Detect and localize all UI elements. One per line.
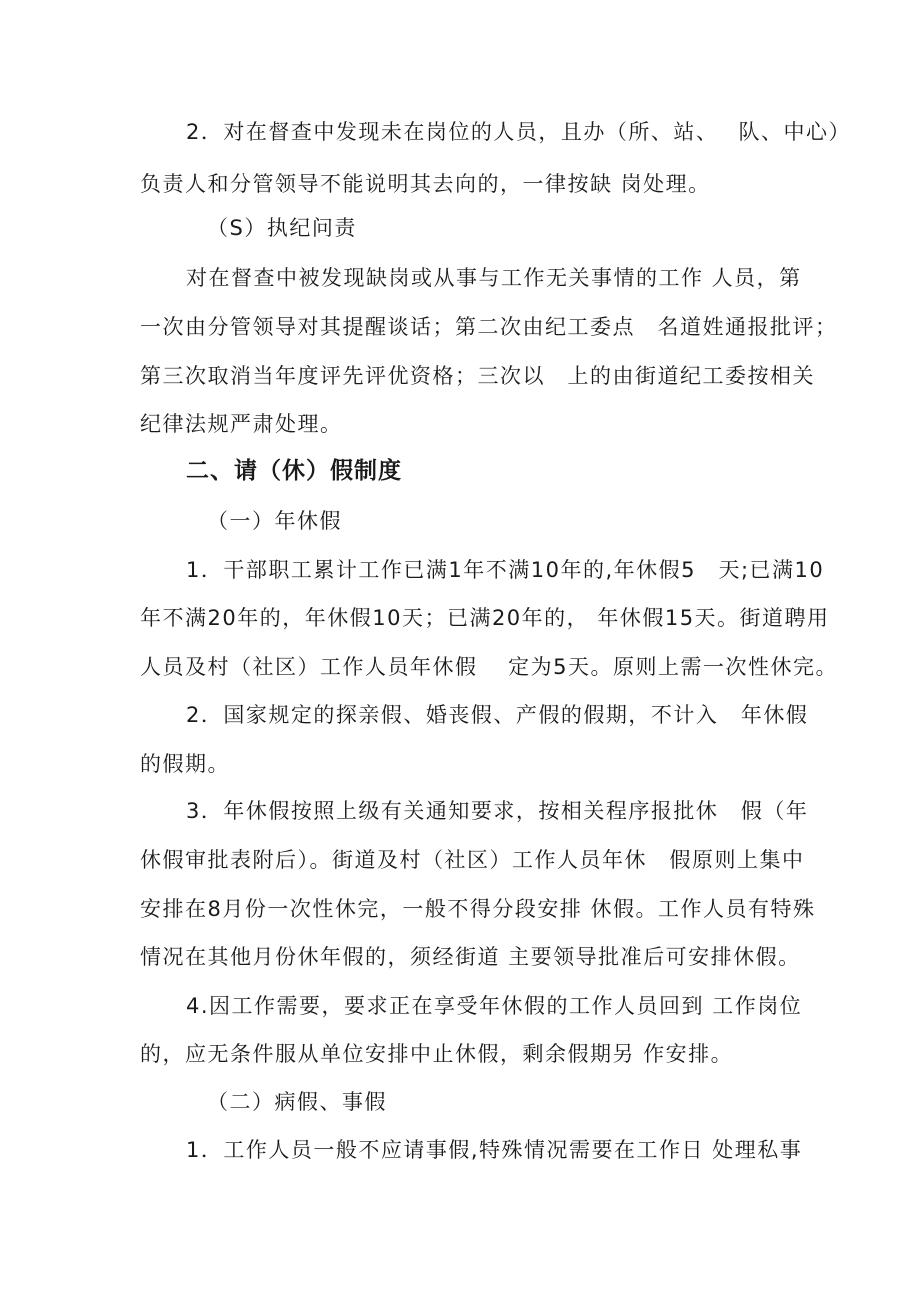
paragraph-line: 负责人和分管领导不能说明其去向的，一律按缺 岗处理。 <box>140 172 711 196</box>
paragraph-line: 情况在其他月份休年假的，须经街道 主要领导批准后可安排休假。 <box>140 945 801 969</box>
paragraph-line: 对在督查中被发现缺岗或从事与工作无关事情的工作 人员，第 <box>186 266 802 290</box>
paragraph-line: 1．干部职工累计工作已满1年不满10年的,年休假5 天;已满10 <box>186 558 825 582</box>
paragraph-line: 的，应无条件服从单位安排中止休假，剩余假期另 作安排。 <box>140 1042 734 1066</box>
paragraph-line: 3．年休假按照上级有关通知要求，按相关程序报批休 假（年 <box>186 799 809 823</box>
paragraph-line: 2．对在督查中发现未在岗位的人员，且办（所、站、 队、中心） <box>186 120 852 144</box>
paragraph-line: 年不满20年的，年休假10天；已满20年的， 年休假15天。街道聘用 <box>140 606 830 630</box>
paragraph-line: 的假期。 <box>140 752 230 776</box>
paragraph-line: 安排在8月份一次性休完，一般不得分段安排 休假。工作人员有特殊 <box>140 897 816 921</box>
paragraph-line: 1．工作人员一般不应请事假,特殊情况需要在工作日 处理私事 <box>186 1138 803 1162</box>
section-heading: 二、请（休）假制度 <box>186 458 402 484</box>
paragraph-line: 休假审批表附后）。街道及村（社区）工作人员年休 假原则上集中 <box>140 848 805 872</box>
paragraph-line: 纪律法规严肃处理。 <box>140 412 343 436</box>
paragraph-line: 一次由分管领导对其提醒谈话；第二次由纪工委点 名道姓通报批评； <box>140 315 838 339</box>
paragraph-line: 4.因工作需要，要求正在享受年休假的工作人员回到 工作岗位 <box>186 994 803 1018</box>
subsection-title: （二）病假、事假 <box>207 1090 387 1114</box>
subsection-title: （一）年休假 <box>207 509 342 533</box>
paragraph-line: 人员及村（社区）工作人员年休假 定为5天。原则上需一次性休完。 <box>140 655 839 679</box>
paragraph-line: 第三次取消当年度评先评优资格；三次以 上的由街道纪工委按相关 <box>140 364 815 388</box>
paragraph-line: 2．国家规定的探亲假、婚丧假、产假的假期，不计入 年休假 <box>186 703 809 727</box>
subsection-title: （S）执纪问责 <box>207 216 357 240</box>
